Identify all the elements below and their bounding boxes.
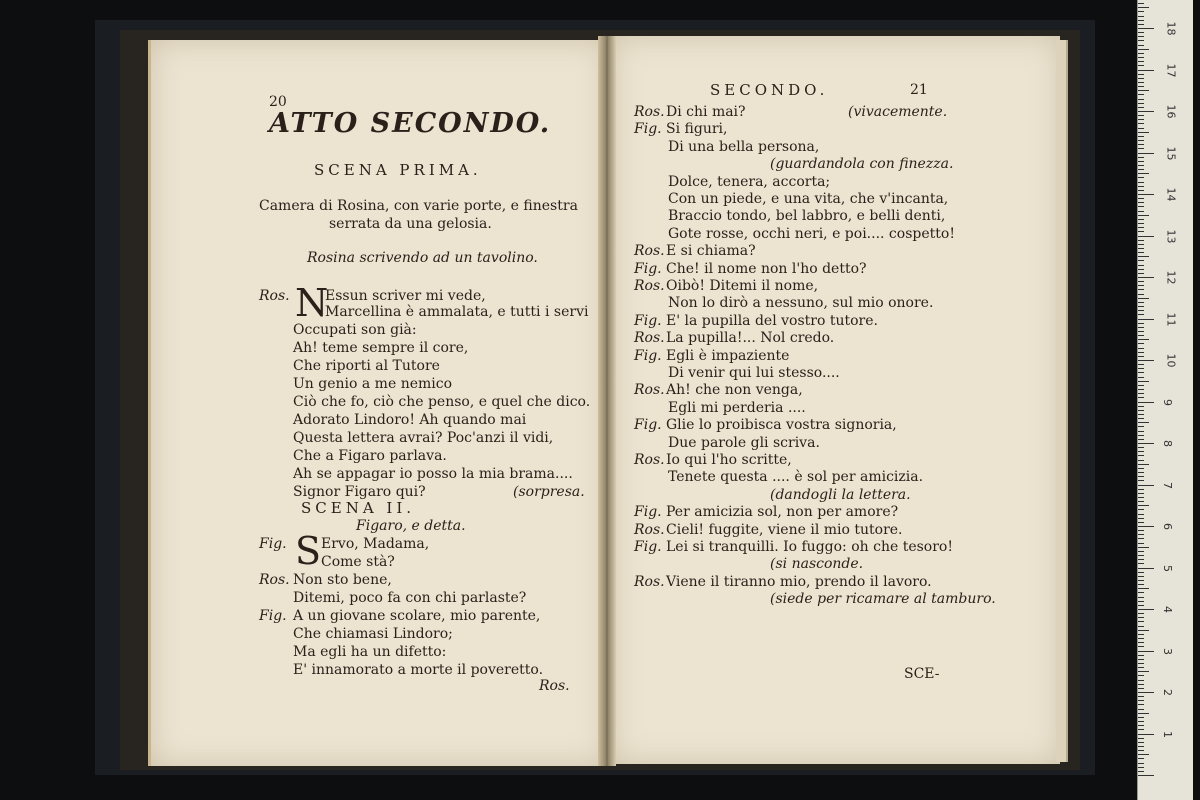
ruler-tick xyxy=(1138,509,1144,510)
ruler-tick xyxy=(1138,617,1144,618)
ruler-number: 11 xyxy=(1164,312,1178,326)
ruler-tick xyxy=(1138,53,1144,54)
ruler-tick xyxy=(1138,572,1144,573)
ruler-tick xyxy=(1138,123,1144,124)
ruler-tick xyxy=(1138,721,1144,722)
ruler-tick xyxy=(1138,534,1144,535)
ruler-tick xyxy=(1138,634,1144,635)
ruler-tick xyxy=(1138,202,1144,203)
dialogue-line: Ma egli ha un difetto: xyxy=(293,644,447,660)
ruler-tick xyxy=(1138,99,1144,100)
dialogue-line: E' la pupilla del vostro tutore. xyxy=(666,312,878,329)
ruler-tick xyxy=(1138,111,1154,112)
ruler-tick xyxy=(1138,763,1144,764)
ruler-tick xyxy=(1138,78,1144,79)
dialogue-line: Adorato Lindoro! Ah quando mai xyxy=(293,412,527,428)
ruler-tick xyxy=(1138,57,1144,58)
ruler-tick xyxy=(1138,713,1149,714)
dialogue-line: E si chiama? xyxy=(666,243,756,260)
speaker-label: Ros. xyxy=(259,572,290,588)
ruler-tick xyxy=(1138,40,1144,41)
ruler-tick xyxy=(1138,675,1144,676)
ruler-tick xyxy=(1138,206,1144,207)
ruler-tick xyxy=(1138,601,1144,602)
dialogue-line: Io qui l'ho scritte, xyxy=(666,452,792,468)
ruler-tick xyxy=(1138,194,1154,195)
ruler-number: 4 xyxy=(1161,606,1174,613)
dialogue-line: Egli mi perderia .... xyxy=(668,399,806,416)
ruler-tick xyxy=(1138,364,1144,365)
dialogue-line: Occupati son già: xyxy=(293,322,417,338)
ruler-tick xyxy=(1138,680,1144,681)
ruler-tick xyxy=(1138,128,1144,129)
ruler-tick xyxy=(1138,198,1144,199)
ruler-tick xyxy=(1138,584,1144,585)
ruler-tick xyxy=(1138,331,1144,332)
ruler-tick xyxy=(1138,298,1149,299)
catchword: SCE- xyxy=(904,666,940,682)
ruler-tick xyxy=(1138,771,1144,772)
ruler-tick xyxy=(1138,107,1144,108)
ruler-tick xyxy=(1138,750,1144,751)
ruler-tick xyxy=(1138,182,1144,183)
speaker-label: Ros. xyxy=(634,330,665,347)
ruler-number: 7 xyxy=(1161,481,1174,489)
ruler-tick xyxy=(1138,422,1149,423)
stage-direction: (sorpresa. xyxy=(513,484,585,500)
dialogue-line: Marcellina è ammalata, e tutti i servi xyxy=(325,304,589,320)
ruler-tick xyxy=(1138,775,1154,776)
ruler-number: 10 xyxy=(1164,353,1178,368)
ruler-tick xyxy=(1138,659,1144,660)
page-edge xyxy=(1056,40,1068,762)
ruler-tick xyxy=(1138,447,1144,448)
speaker-label: Fig. xyxy=(634,260,662,277)
ruler-tick xyxy=(1138,377,1144,378)
ruler-tick xyxy=(1138,352,1144,353)
ruler-tick xyxy=(1138,389,1144,390)
dialogue-line: Oibò! Ditemi il nome, xyxy=(666,278,819,294)
ruler-tick xyxy=(1138,260,1144,261)
ruler-tick xyxy=(1138,381,1149,382)
ruler-tick xyxy=(1138,244,1144,245)
dialogue-line: Che! il nome non l'ho detto? xyxy=(666,260,867,277)
ruler-tick xyxy=(1138,663,1144,664)
ruler-tick xyxy=(1138,547,1149,548)
ruler-tick xyxy=(1138,319,1154,320)
ruler-number: 15 xyxy=(1164,146,1178,160)
ruler-tick xyxy=(1138,165,1144,166)
ruler-tick xyxy=(1138,157,1144,158)
ruler-tick xyxy=(1138,559,1144,560)
ruler-tick xyxy=(1138,177,1144,178)
ruler-tick xyxy=(1138,356,1144,357)
act-title: ATTO SECONDO. xyxy=(269,108,552,139)
measuring-ruler xyxy=(1137,0,1193,800)
ruler-tick xyxy=(1138,729,1144,730)
dialogue-line: Egli è impaziente xyxy=(666,347,790,364)
dialogue-line: La pupilla!... Nol credo. xyxy=(666,330,835,347)
dialogue-line: Glie lo proibisca vostra signoria, xyxy=(666,417,897,434)
ruler-tick xyxy=(1138,302,1144,303)
ruler-number: 12 xyxy=(1164,270,1178,285)
ruler-tick xyxy=(1138,505,1149,506)
ruler-tick xyxy=(1138,265,1144,266)
ruler-tick xyxy=(1138,169,1144,170)
ruler-tick xyxy=(1138,738,1144,739)
ruler-tick xyxy=(1138,700,1144,701)
ruler-tick xyxy=(1138,273,1144,274)
ruler-tick xyxy=(1138,360,1154,361)
stage-direction: (siede per ricamare al tamburo. xyxy=(770,591,996,608)
setting-line: Camera di Rosina, con varie porte, e finestra xyxy=(259,198,578,214)
speaker-label: Ros. xyxy=(634,573,665,590)
dialogue-line: Essun scriver mi vede, xyxy=(325,288,486,304)
dialogue-line: Che chiamasi Lindoro; xyxy=(293,626,453,642)
ruler-tick xyxy=(1138,734,1154,735)
ruler-tick xyxy=(1138,393,1144,394)
ruler-tick xyxy=(1138,605,1144,606)
speaker-label: Fig. xyxy=(634,121,662,138)
ruler-tick xyxy=(1138,136,1144,137)
dialogue-line: Che riporti al Tutore xyxy=(293,358,440,374)
speaker-label: Fig. xyxy=(634,347,662,364)
ruler-tick xyxy=(1138,211,1144,212)
ruler-tick xyxy=(1138,119,1144,120)
stage-direction: (guardandola con finezza. xyxy=(770,156,954,173)
ruler-tick xyxy=(1138,476,1144,477)
dialogue-line: Che a Figaro parlava. xyxy=(293,448,447,464)
ruler-tick xyxy=(1138,609,1154,610)
ruler-tick xyxy=(1138,348,1144,349)
ruler-tick xyxy=(1138,684,1144,685)
ruler-tick xyxy=(1138,497,1144,498)
ruler-tick xyxy=(1138,256,1149,257)
ruler-number: 6 xyxy=(1161,523,1174,530)
ruler-tick xyxy=(1138,493,1144,494)
ruler-number: 5 xyxy=(1161,564,1174,572)
ruler-tick xyxy=(1138,7,1149,8)
stage-direction: (vivacemente. xyxy=(848,104,948,120)
ruler-tick xyxy=(1138,568,1154,569)
right-page xyxy=(612,36,1060,764)
dialogue-line: Non sto bene, xyxy=(293,572,392,588)
ruler-tick xyxy=(1138,402,1154,403)
ruler-tick xyxy=(1138,464,1149,465)
dialogue-line: A un giovane scolare, mio parente, xyxy=(293,608,541,624)
dialogue-line: Per amicizia sol, non per amore? xyxy=(666,504,899,521)
ruler-tick xyxy=(1138,580,1144,581)
dialogue-line: Due parole gli scriva. xyxy=(668,434,820,451)
ruler-tick xyxy=(1138,696,1144,697)
ruler-tick xyxy=(1138,385,1144,386)
dialogue-line: Signor Figaro qui? xyxy=(293,484,426,500)
scene-title: SCENA II. xyxy=(301,499,416,517)
ruler-tick xyxy=(1138,613,1144,614)
ruler-tick xyxy=(1138,518,1144,519)
ruler-tick xyxy=(1138,754,1149,755)
ruler-tick xyxy=(1138,667,1144,668)
ruler-tick xyxy=(1138,655,1144,656)
dialogue-line: Ervo, Madama, xyxy=(321,536,430,552)
ruler-number: 17 xyxy=(1164,63,1178,77)
speaker-label: Fig. xyxy=(634,504,662,521)
ruler-tick xyxy=(1138,11,1144,12)
ruler-tick xyxy=(1138,219,1144,220)
ruler-tick xyxy=(1138,530,1144,531)
ruler-tick xyxy=(1138,692,1154,693)
ruler-tick xyxy=(1138,443,1154,444)
speaker-label: Fig. xyxy=(634,417,662,434)
ruler-tick xyxy=(1138,501,1144,502)
dialogue-line: Lei si tranquilli. Io fuggo: oh che tesoro! xyxy=(666,539,953,555)
ruler-tick xyxy=(1138,630,1149,631)
ruler-number: 1 xyxy=(1161,730,1174,738)
ruler-tick xyxy=(1138,161,1144,162)
ruler-tick xyxy=(1138,215,1149,216)
ruler-tick xyxy=(1138,418,1144,419)
ruler-tick xyxy=(1138,248,1144,249)
ruler-number: 3 xyxy=(1161,647,1174,655)
ruler-tick xyxy=(1138,20,1144,21)
ruler-tick xyxy=(1138,426,1144,427)
book-gutter xyxy=(598,36,616,766)
ruler-number: 2 xyxy=(1161,689,1174,696)
ruler-tick xyxy=(1138,281,1144,282)
ruler-tick xyxy=(1138,671,1149,672)
speaker-label: Ros. xyxy=(634,521,665,538)
ruler-tick xyxy=(1138,90,1149,91)
stage-direction: (si nasconde. xyxy=(770,556,864,573)
ruler-tick xyxy=(1138,240,1144,241)
ruler-tick xyxy=(1138,82,1144,83)
ruler-number: 14 xyxy=(1164,187,1178,202)
speaker-label: Fig. xyxy=(259,536,287,552)
ruler-tick xyxy=(1138,227,1144,228)
dialogue-line: Cieli! fuggite, viene il mio tutore. xyxy=(666,521,903,538)
ruler-number: 9 xyxy=(1161,398,1174,406)
dialogue-line: Non lo dirò a nessuno, sul mio onore. xyxy=(668,295,934,312)
ruler-tick xyxy=(1138,410,1144,411)
ruler-number: 18 xyxy=(1164,21,1178,36)
ruler-tick xyxy=(1138,621,1144,622)
ruler-tick xyxy=(1138,252,1144,253)
ruler-tick xyxy=(1138,343,1144,344)
ruler-tick xyxy=(1138,70,1154,71)
speaker-label: Ros. xyxy=(634,243,665,260)
ruler-tick xyxy=(1138,688,1144,689)
ruler-tick xyxy=(1138,294,1144,295)
ruler-number: 8 xyxy=(1161,440,1174,447)
ruler-tick xyxy=(1138,223,1144,224)
page-number: 21 xyxy=(910,82,928,98)
ruler-tick xyxy=(1138,36,1144,37)
ruler-tick xyxy=(1138,555,1144,556)
ruler-tick xyxy=(1138,538,1144,539)
ruler-tick xyxy=(1138,86,1144,87)
dialogue-line: Ah! teme sempre il core, xyxy=(293,340,469,356)
speaker-label: Ros. xyxy=(634,452,665,468)
ruler-tick xyxy=(1138,277,1154,278)
dialogue-line: Dolce, tenera, accorta; xyxy=(668,173,831,190)
dialogue-line: Di chi mai? xyxy=(666,104,746,120)
ruler-tick xyxy=(1138,746,1144,747)
ruler-tick xyxy=(1138,576,1144,577)
ruler-tick xyxy=(1138,65,1144,66)
catchword: Ros. xyxy=(539,678,570,694)
ruler-tick xyxy=(1138,543,1144,544)
ruler-tick xyxy=(1138,16,1144,17)
ruler-tick xyxy=(1138,173,1149,174)
ruler-tick xyxy=(1138,485,1154,486)
dialogue-line: E' innamorato a morte il poveretto. xyxy=(293,662,544,678)
ruler-number: 16 xyxy=(1164,104,1178,119)
setting-line: serrata da una gelosia. xyxy=(329,216,492,232)
ruler-tick xyxy=(1138,563,1144,564)
ruler-tick xyxy=(1138,406,1144,407)
running-head: SECONDO. xyxy=(710,81,829,99)
ruler-tick xyxy=(1138,327,1144,328)
ruler-tick xyxy=(1138,32,1144,33)
ruler-tick xyxy=(1138,372,1144,373)
ruler-tick xyxy=(1138,148,1144,149)
ruler-tick xyxy=(1138,526,1154,527)
stage-direction: Rosina scrivendo ad un tavolino. xyxy=(307,250,538,266)
speaker-label: Fig. xyxy=(259,608,287,624)
ruler-tick xyxy=(1138,451,1144,452)
speaker-label: Ros. xyxy=(634,382,665,399)
ruler-tick xyxy=(1138,310,1144,311)
ruler-number: 13 xyxy=(1164,229,1178,243)
ruler-tick xyxy=(1138,758,1144,759)
drop-capital: S xyxy=(295,529,322,573)
drop-capital: N xyxy=(295,281,329,325)
ruler-tick xyxy=(1138,439,1144,440)
dialogue-line: Braccio tondo, bel labbro, e belli denti, xyxy=(668,208,946,225)
ruler-tick xyxy=(1138,414,1144,415)
speaker-label: Ros. xyxy=(634,278,665,294)
ruler-tick xyxy=(1138,306,1144,307)
ruler-tick xyxy=(1138,651,1154,652)
ruler-tick xyxy=(1138,431,1144,432)
ruler-tick xyxy=(1138,28,1154,29)
ruler-tick xyxy=(1138,236,1154,237)
speaker-label: Fig. xyxy=(634,312,662,329)
ruler-tick xyxy=(1138,725,1144,726)
ruler-tick xyxy=(1138,646,1144,647)
ruler-tick xyxy=(1138,74,1144,75)
ruler-tick xyxy=(1138,597,1144,598)
ruler-tick xyxy=(1138,468,1144,469)
ruler-tick xyxy=(1138,551,1144,552)
ruler-tick xyxy=(1138,642,1144,643)
ruler-tick xyxy=(1138,285,1144,286)
ruler-tick xyxy=(1138,592,1144,593)
ruler-tick xyxy=(1138,3,1144,4)
scene-title: SCENA PRIMA. xyxy=(314,161,482,179)
ruler-tick xyxy=(1138,323,1144,324)
dialogue-line: Tenete questa .... è sol per amicizia. xyxy=(668,469,924,486)
dialogue-line: Di venir qui lui stesso.... xyxy=(668,365,840,381)
ruler-tick xyxy=(1138,626,1144,627)
ruler-tick xyxy=(1138,140,1144,141)
stage-direction: Figaro, e detta. xyxy=(356,518,466,534)
ruler-tick xyxy=(1138,709,1144,710)
ruler-tick xyxy=(1138,94,1144,95)
ruler-tick xyxy=(1138,103,1144,104)
ruler-tick xyxy=(1138,144,1144,145)
ruler-tick xyxy=(1138,153,1154,154)
dialogue-line: Un genio a me nemico xyxy=(293,376,453,392)
ruler-tick xyxy=(1138,489,1144,490)
ruler-tick xyxy=(1138,522,1144,523)
page-number: 20 xyxy=(269,94,287,110)
ruler-tick xyxy=(1138,289,1144,290)
dialogue-line: Viene il tiranno mio, prendo il lavoro. xyxy=(666,573,932,590)
ruler-tick xyxy=(1138,24,1144,25)
ruler-tick xyxy=(1138,190,1144,191)
ruler-tick xyxy=(1138,186,1144,187)
left-page xyxy=(148,40,607,766)
ruler-tick xyxy=(1138,314,1144,315)
ruler-tick xyxy=(1138,435,1144,436)
ruler-tick xyxy=(1138,767,1144,768)
ruler-tick xyxy=(1138,514,1144,515)
ruler-tick xyxy=(1138,704,1144,705)
ruler-tick xyxy=(1138,115,1144,116)
ruler-tick xyxy=(1138,231,1144,232)
ruler-tick xyxy=(1138,61,1144,62)
dialogue-line: Si figuri, xyxy=(666,121,728,138)
ruler-tick xyxy=(1138,335,1144,336)
dialogue-line: Questa lettera avrai? Poc'anzi il vidi, xyxy=(293,430,554,446)
ruler-tick xyxy=(1138,460,1144,461)
stage-direction: (dandogli la lettera. xyxy=(770,486,911,503)
dialogue-line: Ditemi, poco fa con chi parlaste? xyxy=(293,590,527,606)
speaker-label: Fig. xyxy=(634,539,662,555)
dialogue-line: Come stà? xyxy=(321,554,395,570)
dialogue-line: Gote rosse, occhi neri, e poi.... cospetto! xyxy=(668,225,955,242)
ruler-tick xyxy=(1138,480,1144,481)
dialogue-line: Con un piede, e una vita, che v'incanta, xyxy=(668,191,949,207)
ruler-tick xyxy=(1138,132,1149,133)
ruler-tick xyxy=(1138,49,1149,50)
ruler-tick xyxy=(1138,742,1144,743)
ruler-tick xyxy=(1138,368,1144,369)
ruler-tick xyxy=(1138,339,1149,340)
ruler-tick xyxy=(1138,717,1144,718)
ruler-tick xyxy=(1138,638,1144,639)
ruler-tick xyxy=(1138,45,1144,46)
ruler-tick xyxy=(1138,397,1144,398)
ruler-tick xyxy=(1138,588,1149,589)
dialogue-line: Ciò che fo, ciò che penso, e quel che dico. xyxy=(293,394,591,410)
ruler-tick xyxy=(1138,472,1144,473)
dialogue-line: Ah se appagar io posso la mia brama.... xyxy=(293,466,573,482)
dialogue-line: Ah! che non venga, xyxy=(666,382,803,399)
speaker-label: Ros. xyxy=(259,288,290,304)
dialogue-line: Di una bella persona, xyxy=(668,138,820,155)
ruler-tick xyxy=(1138,455,1144,456)
ruler-tick xyxy=(1138,269,1144,270)
speaker-label: Ros. xyxy=(634,104,665,120)
